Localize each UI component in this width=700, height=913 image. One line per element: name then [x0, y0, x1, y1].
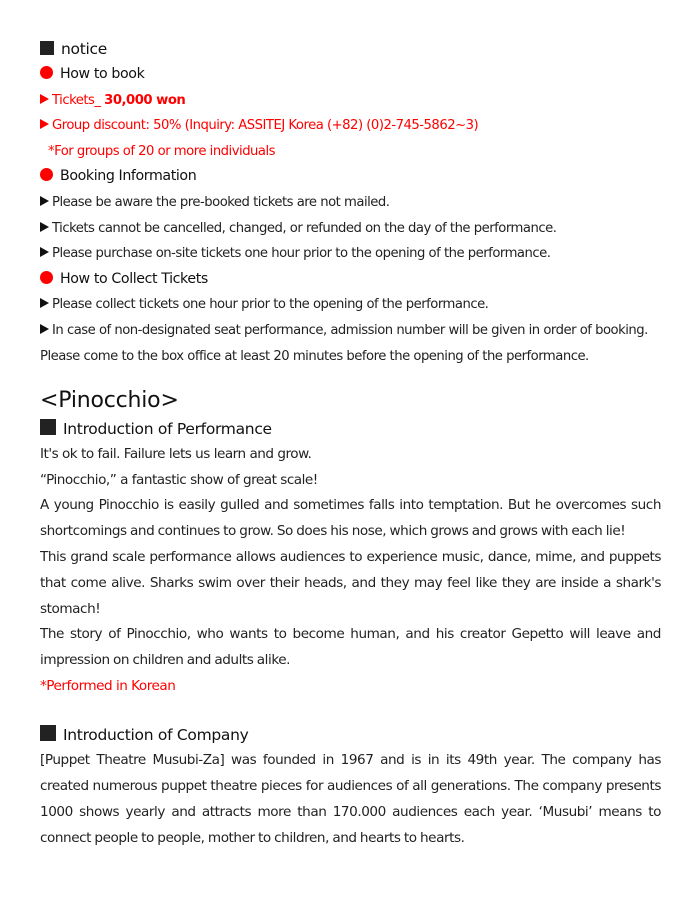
triangle-bullet-icon: [40, 324, 49, 334]
how-to-book-label: How to book: [60, 66, 145, 82]
booking-info-text: Please be aware the pre-booked tickets are not mailed.: [52, 194, 390, 210]
tickets-label: Tickets_: [52, 92, 105, 108]
performance-heading-label: Introduction of Performance: [63, 420, 272, 439]
booking-info-item: [40, 216, 662, 242]
collect-text: Please collect tickets one hour prior to the opening of the performance.: [52, 297, 489, 313]
performance-paragraph: [40, 493, 661, 545]
triangle-bullet-icon: [40, 298, 49, 308]
performance-line: “Pinocchio,” a fantastic show of great scale!: [40, 471, 318, 488]
group-discount-line: [40, 113, 662, 139]
tickets-price-line: [40, 88, 662, 114]
red-dot-icon: [40, 168, 53, 181]
performance-paragraph-text: The story of Pinocchio, who wants to become human, and his creator Gepetto will leave and impression on children and adults alike.: [40, 626, 661, 669]
language-note: *Performed in Korean: [40, 677, 176, 694]
collect-item: [40, 292, 662, 318]
performance-paragraph: [40, 622, 661, 674]
red-dot-icon: [40, 271, 53, 284]
collect-label: How to Collect Tickets: [60, 270, 208, 287]
tickets-price: 30,000 won: [104, 92, 186, 108]
triangle-bullet-icon: [40, 222, 49, 232]
collect-continuation: Please come to the box office at least 20 minutes before the opening of the performance.: [40, 348, 589, 364]
triangle-bullet-icon: [40, 94, 49, 104]
company-paragraph: [40, 748, 661, 851]
triangle-bullet-icon: [40, 119, 49, 129]
booking-info-text: Tickets cannot be cancelled, changed, or refunded on the day of the performance.: [52, 220, 557, 236]
show-title: <Pinocchio>: [40, 388, 179, 414]
triangle-bullet-icon: [40, 196, 49, 206]
booking-info-heading: [40, 164, 662, 190]
square-bullet-icon: [40, 725, 56, 741]
document-page: [40, 0, 662, 852]
square-bullet-icon: [40, 419, 56, 435]
notice-heading: [40, 36, 662, 62]
performance-paragraph-text: A young Pinocchio is easily gulled and sometimes falls into temptation. But he overcomes such shortcomings and continues to grow. So does his nose, which grows and grows with each lie!: [40, 497, 661, 540]
company-paragraph-text: [Puppet Theatre Musubi-Za] was founded in 1967 and is in its 49th year. The company has created numerous puppet theatre pieces for audiences of all generations. The company presents 1000 shows yearly and attracts more than 170.000 audiences each year. ‘Musubi’ means to connect people to people, mother to children, and hearts to hearts.: [40, 752, 661, 846]
booking-info-item: [40, 241, 662, 267]
performance-heading: [40, 416, 662, 442]
booking-info-text: Please purchase on-site tickets one hour prior to the opening of the performance.: [52, 246, 551, 262]
performance-paragraph-text: This grand scale performance allows audiences to experience music, dance, mime, and puppets that come alive. Sharks swim over their heads, and they may feel like they are inside a shark's stomach!: [40, 548, 661, 617]
how-to-book-heading: [40, 62, 662, 88]
performance-line: It's ok to fail. Failure lets us learn and grow.: [40, 446, 312, 463]
collect-item: [40, 318, 662, 344]
notice-title: notice: [61, 40, 107, 58]
company-heading: [40, 722, 662, 748]
group-note: *For groups of 20 or more individuals: [48, 143, 276, 159]
triangle-bullet-icon: [40, 247, 49, 257]
booking-info-item: [40, 190, 662, 216]
booking-info-label: Booking Information: [60, 168, 197, 185]
collect-text: In case of non-designated seat performance, admission number will be given in order of booking.: [52, 322, 648, 338]
red-dot-icon: [40, 66, 53, 79]
performance-paragraph: [40, 545, 661, 622]
square-bullet-icon: [40, 41, 54, 55]
company-heading-label: Introduction of Company: [63, 726, 249, 745]
collect-heading: [40, 267, 662, 293]
group-discount-text: Group discount: 50% (Inquiry: ASSITEJ Korea (+82) (0)2-745-5862~3): [52, 118, 479, 134]
